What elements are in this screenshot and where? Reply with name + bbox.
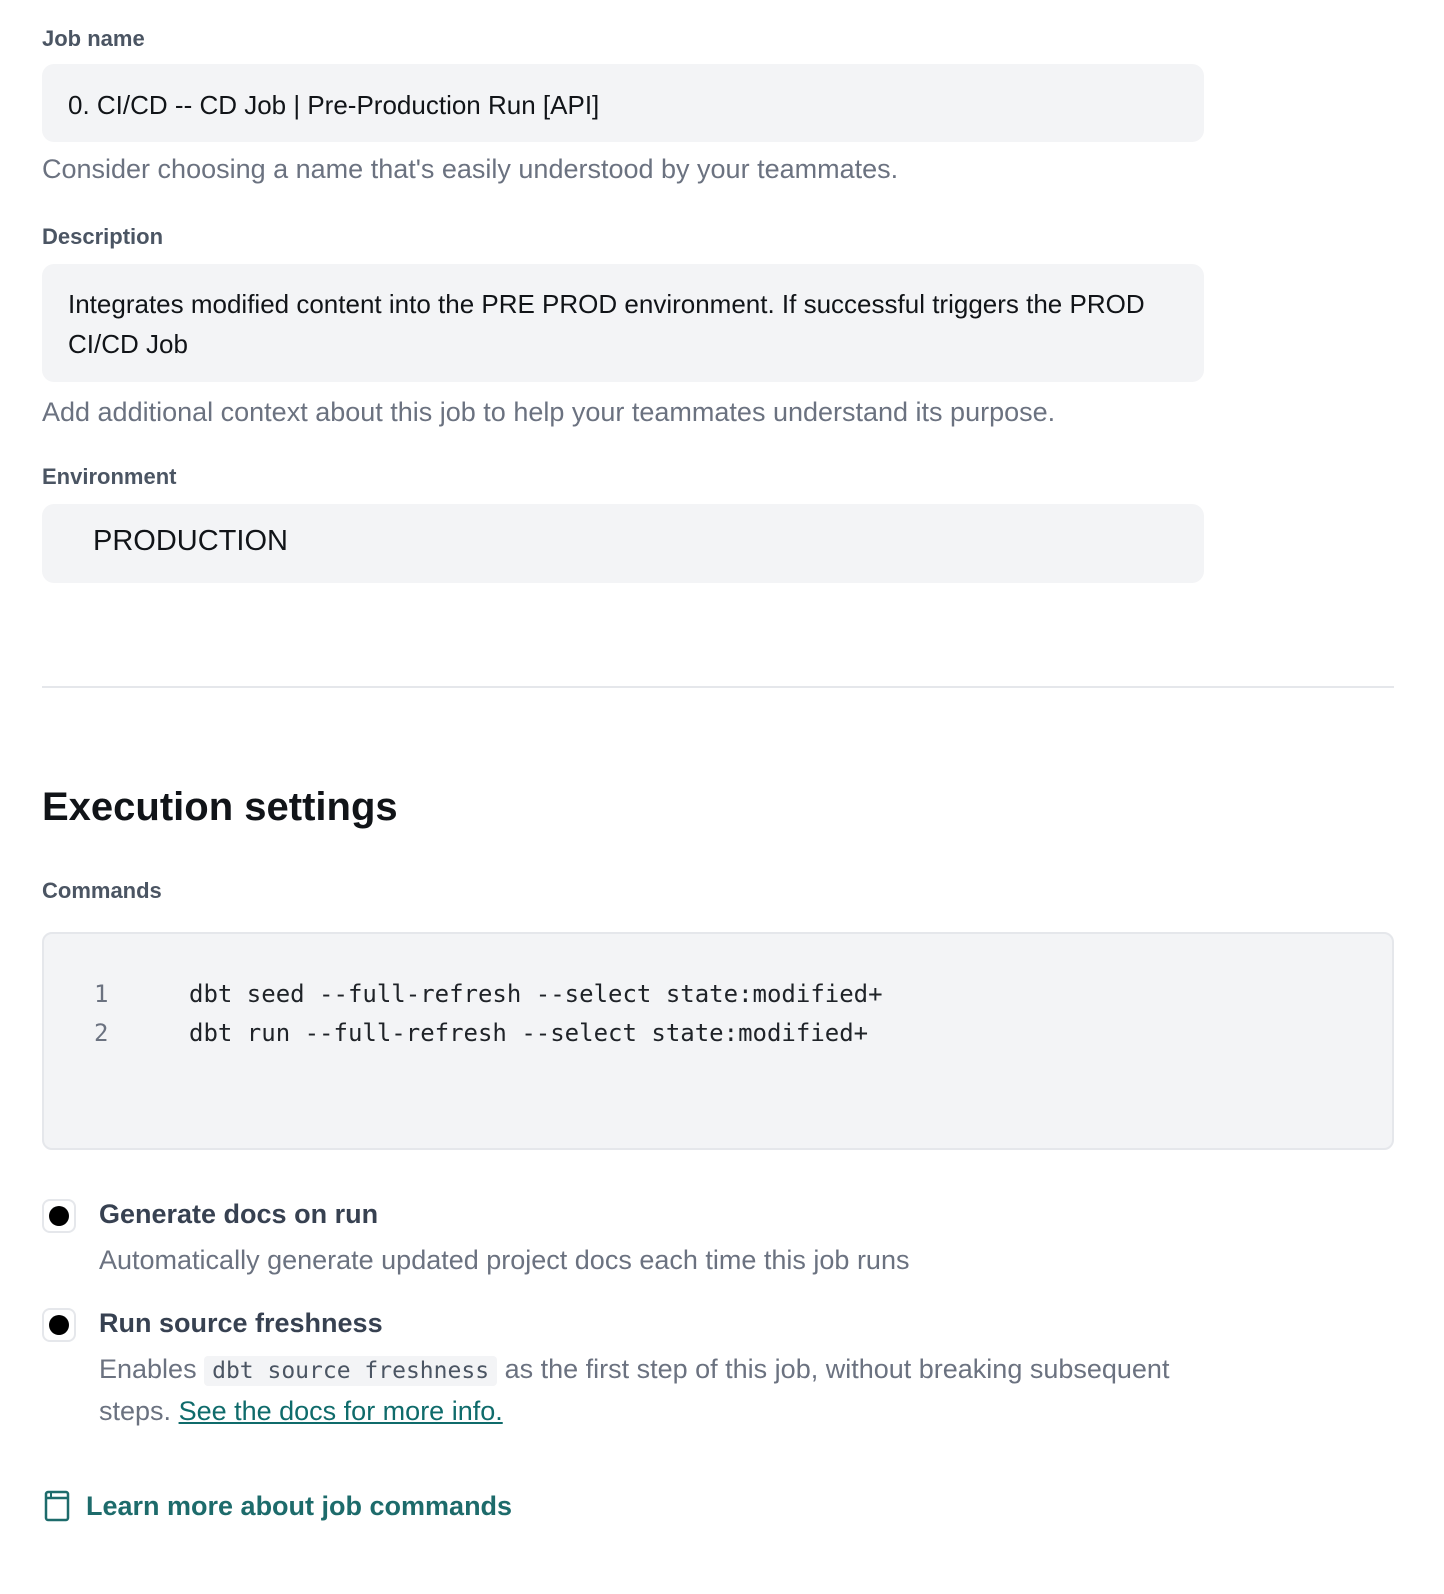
execution-settings-heading: Execution settings	[42, 785, 398, 829]
learn-more-label: Learn more about job commands	[86, 1490, 513, 1521]
environment-label: Environment	[42, 464, 177, 489]
job-name-value: 0. CI/CD -- CD Job | Pre-Production Run [API]	[68, 90, 600, 120]
source-freshness-option	[42, 1308, 1242, 1428]
commands-editor[interactable]	[42, 932, 1394, 1150]
code-line	[44, 1019, 1392, 1059]
commands-label: Commands	[42, 878, 162, 903]
job-name-help: Consider choosing a name that's easily understood by your teammates.	[42, 154, 899, 184]
line-number: 1	[94, 980, 109, 1008]
source-freshness-docs-link[interactable]: See the docs for more info.	[178, 1396, 503, 1426]
description-value: Integrates modified content into the PRE PROD environment. If successful triggers the PROD CI/CD Job	[68, 289, 1145, 359]
environment-value: PRODUCTION	[93, 525, 288, 557]
command-text: dbt run --full-refresh --select state:modified+	[189, 1019, 869, 1047]
source-freshness-toggle[interactable]	[42, 1308, 76, 1342]
job-name-label: Job name	[42, 26, 145, 51]
generate-docs-option	[42, 1199, 1242, 1279]
source-freshness-command: dbt source freshness	[204, 1356, 497, 1386]
section-divider	[42, 686, 1394, 688]
code-line	[44, 980, 1392, 1020]
description-label: Description	[42, 224, 164, 249]
source-freshness-title: Run source freshness	[99, 1308, 383, 1338]
generate-docs-toggle[interactable]	[42, 1199, 76, 1233]
source-freshness-desc-suffix: as the first step of this job, without breaking subsequent steps.	[99, 1354, 1170, 1426]
source-freshness-description	[99, 1349, 1229, 1431]
command-text: dbt seed --full-refresh --select state:modified+	[189, 980, 883, 1008]
source-freshness-desc-prefix: Enables	[99, 1354, 197, 1384]
generate-docs-description: Automatically generate updated project docs each time this job runs	[99, 1245, 910, 1275]
description-field[interactable]	[42, 264, 1204, 382]
line-number: 2	[94, 1019, 109, 1047]
generate-docs-title: Generate docs on run	[99, 1199, 379, 1229]
book-icon	[44, 1490, 70, 1522]
environment-select[interactable]	[42, 504, 1204, 583]
description-help: Add additional context about this job to help your teammates understand its purpose.	[42, 397, 1056, 427]
job-name-field[interactable]	[42, 64, 1204, 142]
learn-more-link[interactable]	[44, 1490, 512, 1522]
